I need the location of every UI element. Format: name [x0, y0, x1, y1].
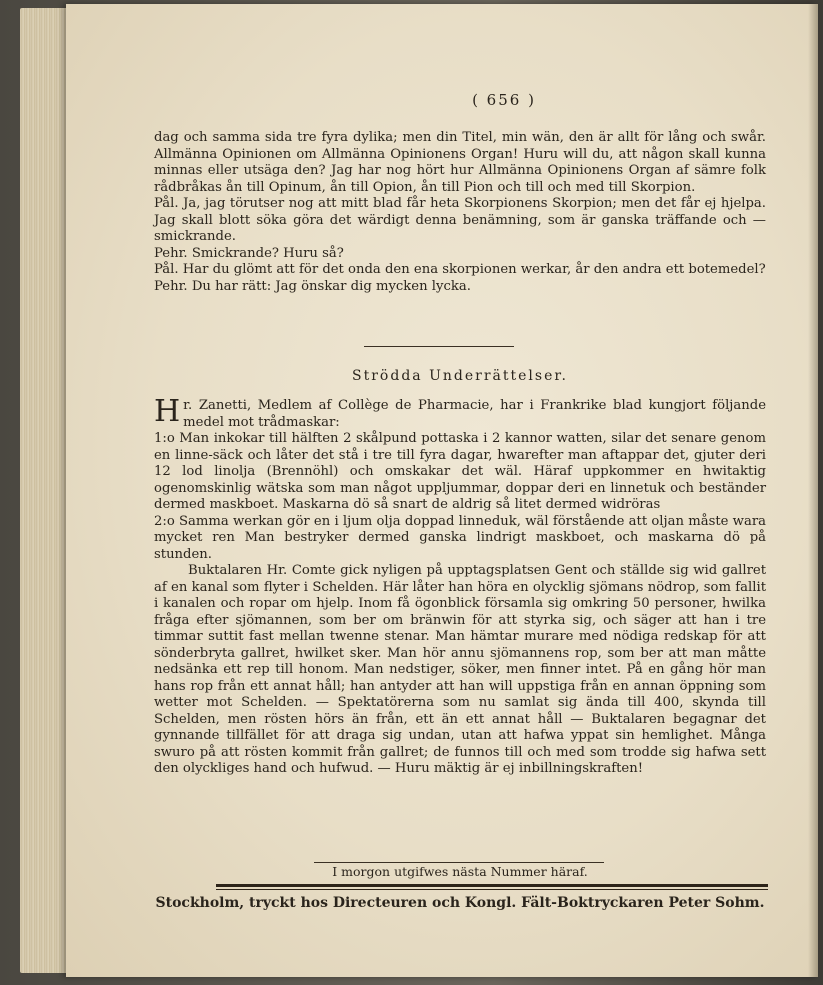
printer-imprint: Stockholm, tryckt hos Directeuren och Kongl. Fält-Boktryckaren Peter Sohm. [155, 895, 765, 911]
dialogue-line [154, 262, 766, 279]
page-edge-shadow [808, 4, 818, 977]
page-number: ( 656 ) [472, 91, 536, 109]
recipe-item: 2:o Samma werkan gör en i ljum olja doppad linneduk, wäl förstående att oljan måste wara mycket ren Man bestryker dermed ganska lindrigt maskboet, och maskarna dö på stunden. [154, 513, 766, 562]
book-page [66, 4, 818, 977]
article-block [154, 394, 766, 778]
footer-divider [314, 862, 604, 863]
recipe-item: 1:o Man inkokar till hälften 2 skålpund pottaska i 2 kannor watten, silar det senare genom en linne-säck och låter det stå i tre till fyra dagar, hwarefter man aftappar det, gjuter deri 12 lod linolja (Brennöhl) och omskakar det wäl. Häraf uppkommer en hwitaktig ogenomskinlig wätska som man något uppljummar, doppar deri en linnetuk och beständer dermed maskboet. Maskarna dö så snart de aldrig så litet dermed widröras [154, 431, 766, 512]
dialogue-text: dag och samma sida tre fyra dylika; men din Titel, min wän, den är allt för lång och swår. Allmänna Opinionen om Allmänna Opinionens Organ! Huru will du, att någon skall kunna minnas eller utsäga den? Jag har nog hört hur Allmänna Opinionens Organ af sämre folk rådbråkas ån till Opinum, ån till Opion, ån till Pion och till och med till Skorpion. [154, 130, 766, 195]
speaker-name: Pehr. [154, 278, 188, 294]
dialogue-text: Ja, jag törutser nog att mitt blad får heta Skorpionens Skorpion; men det får ej hjelpa. Jag skall blott söka göra det wärdigt denna benämning, som är ganska träffande och — smickrande. [154, 196, 766, 244]
dialogue-line [154, 279, 766, 296]
dialogue-line [154, 246, 766, 263]
article-intro [154, 394, 766, 431]
dialogue-text: Smickrande? Huru så? [191, 245, 344, 261]
speaker-name: Pål. [154, 262, 179, 277]
dialogue-text: Har du glömt att för det onda den ena skorpionen werkar, år den andra ett botemedel? [182, 262, 766, 277]
dialogue-line [154, 130, 766, 196]
dialogue-line [154, 196, 766, 246]
dialogue-text: Du har rätt: Jag önskar dig mycken lycka. [191, 278, 471, 294]
story-paragraph: Buktalaren Hr. Comte gick nyligen på upptagsplatsen Gent och ställde sig wid gallret af en kanal som flyter i Schelden. Här låter han höra en olycklig sjömans nödrop, som fallit i kanalen och ropar om hjelp. Inom få ögonblick församla sig omkring 50 personer, hwilka fråga efter sjömannen, som ber om bränwin för att styrka sig, och säger att han i tre timmar suttit fast mellan twenne stenar. Man hämtar murare med nödiga redskap för att sönderbryta gallret, hwilket sker. Man hör annu sjömannens rop, som ber att man måtte nedsänka ett rep till honom. Man nedstiger, söker, men finner intet. På en gång hör man hans rop från ett annat håll; han antyder att han will uppstiga från en annan öppning som wetter mot Schelden. — Spektatörerna som nu samlat sig ända till 400, skynda till Schelden, men rösten hörs än från, ett än ett annat håll — Buktalaren begagnar det gynnande tillfället för att draga sig undan, utan att hafwa yppat sin hemlighet. Många swuro på att rösten kommit från gallret; de funnos till och med som trodde sig hafwa sett den olyckliges hand och hufwud. — Huru mäktig är ej inbillningskraften! [154, 563, 766, 776]
speaker-name: Pål. [154, 196, 179, 211]
drop-cap: H [154, 394, 181, 429]
article-intro-text: r. Zanetti, Medlem af Collège de Pharmacie, har i Frankrike blad kungjort följande medel mot trådmaskar: [183, 398, 766, 430]
dialogue-block [154, 130, 766, 295]
footer-note: I morgon utgifwes nästa Nummer häraf. [332, 864, 588, 879]
section-heading: Strödda Underrättelser. [352, 368, 568, 384]
section-divider [364, 346, 514, 347]
speaker-name: Pehr. [154, 245, 188, 261]
imprint-rule-thin [216, 889, 768, 890]
imprint-rule-thick [216, 884, 768, 887]
